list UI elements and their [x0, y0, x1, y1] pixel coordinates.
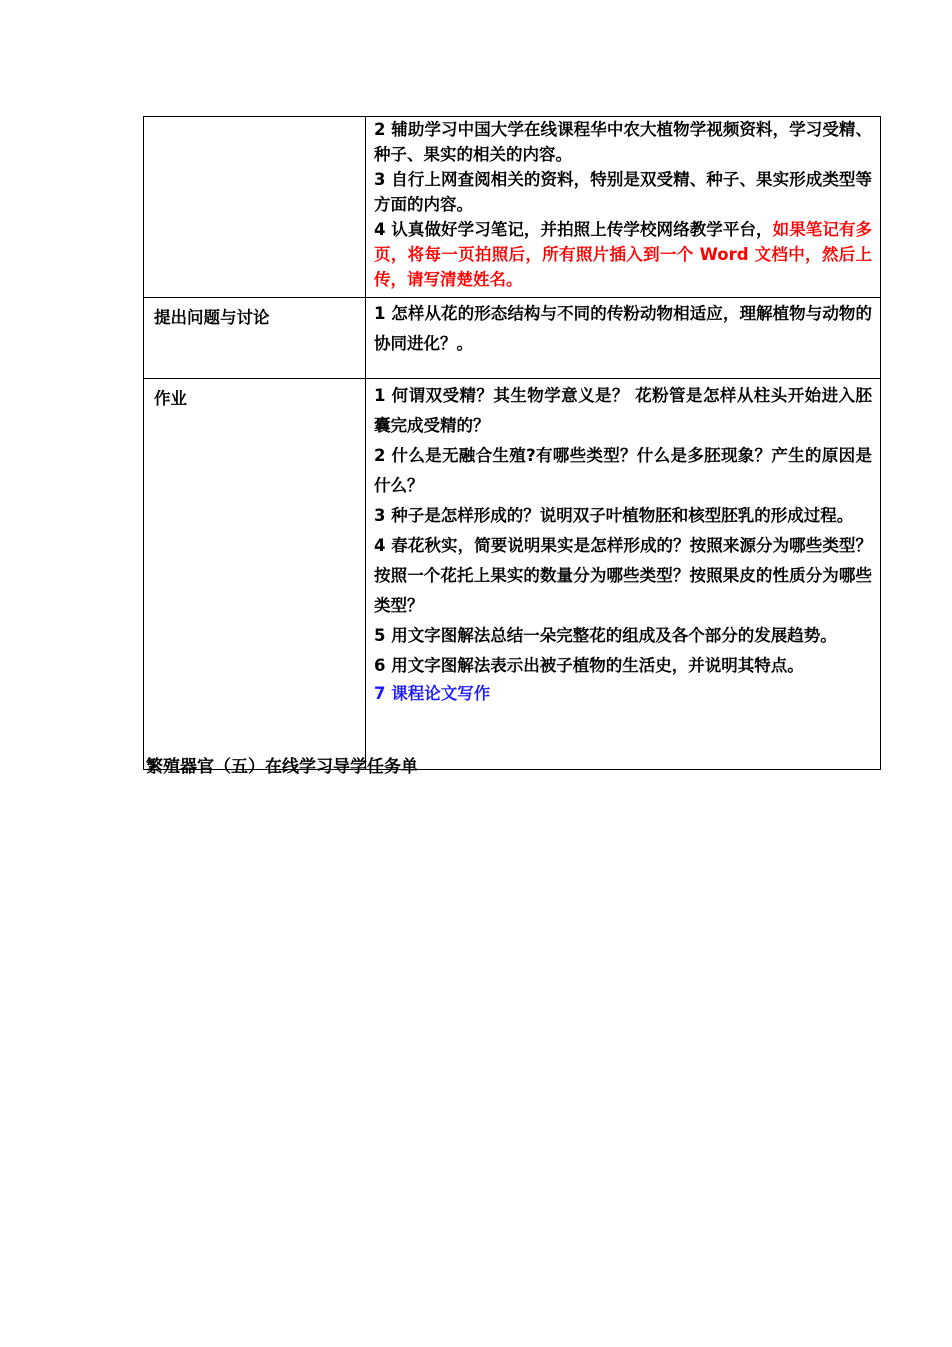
list-item-essay: 7 课程论文写作 — [374, 684, 491, 703]
list-item: 4 春花秋实，简要说明果实是怎样形成的？按照来源分为哪些类型？按照一个花托上果实的数量分为哪些类型？按照果皮的性质分为哪些类型？ — [374, 536, 872, 615]
list-item: 1 何谓双受精？其生物学意义是？ 花粉管是怎样从柱头开始进入胚囊完成受精的？ — [374, 386, 872, 435]
list-item: 6 用文字图解法表示出被子植物的生活史，并说明其特点。 — [374, 656, 804, 675]
discussion-cell — [366, 298, 881, 379]
row-label-empty — [144, 117, 366, 298]
list-item: 5 用文字图解法总结一朵完整花的组成及各个部分的发展趋势。 — [374, 626, 837, 645]
table-row-homework — [144, 379, 881, 770]
list-item: 3 自行上网查阅相关的资料，特别是双受精、种子、果实形成类型等方面的内容。 — [374, 170, 872, 214]
table-row-discussion — [144, 298, 881, 379]
list-item: 3 种子是怎样形成的？说明双子叶植物胚和核型胚乳的形成过程。 — [374, 506, 854, 525]
document-caption: 繁殖器官（五）在线学习导学任务单 — [146, 757, 418, 777]
list-item: 2 辅助学习中国大学在线课程华中农大植物学视频资料，学习受精、种子、果实的相关的内容。 — [374, 120, 872, 164]
notes-warning: 如果笔记有多页，将每一页拍照后，所有照片插入到一个 Word 文档中，然后上传，请写清楚姓名。 — [374, 220, 872, 289]
task-table — [143, 116, 881, 770]
discussion-question: 1 怎样从花的形态结构与不同的传粉动物相适应，理解植物与动物的协同进化？。 — [374, 304, 872, 353]
list-item: 2 什么是无融合生殖?有哪些类型？什么是多胚现象？产生的原因是什么？ — [374, 446, 872, 495]
row-label-discussion: 提出问题与讨论 — [144, 298, 366, 379]
materials-cell — [366, 117, 881, 298]
homework-cell — [366, 379, 881, 770]
table-row-materials — [144, 117, 881, 298]
row-label-homework: 作业 — [144, 379, 366, 770]
notes-instruction: 4 认真做好学习笔记，并拍照上传学校网络教学平台， — [374, 220, 773, 239]
list-item-notes — [374, 217, 872, 292]
